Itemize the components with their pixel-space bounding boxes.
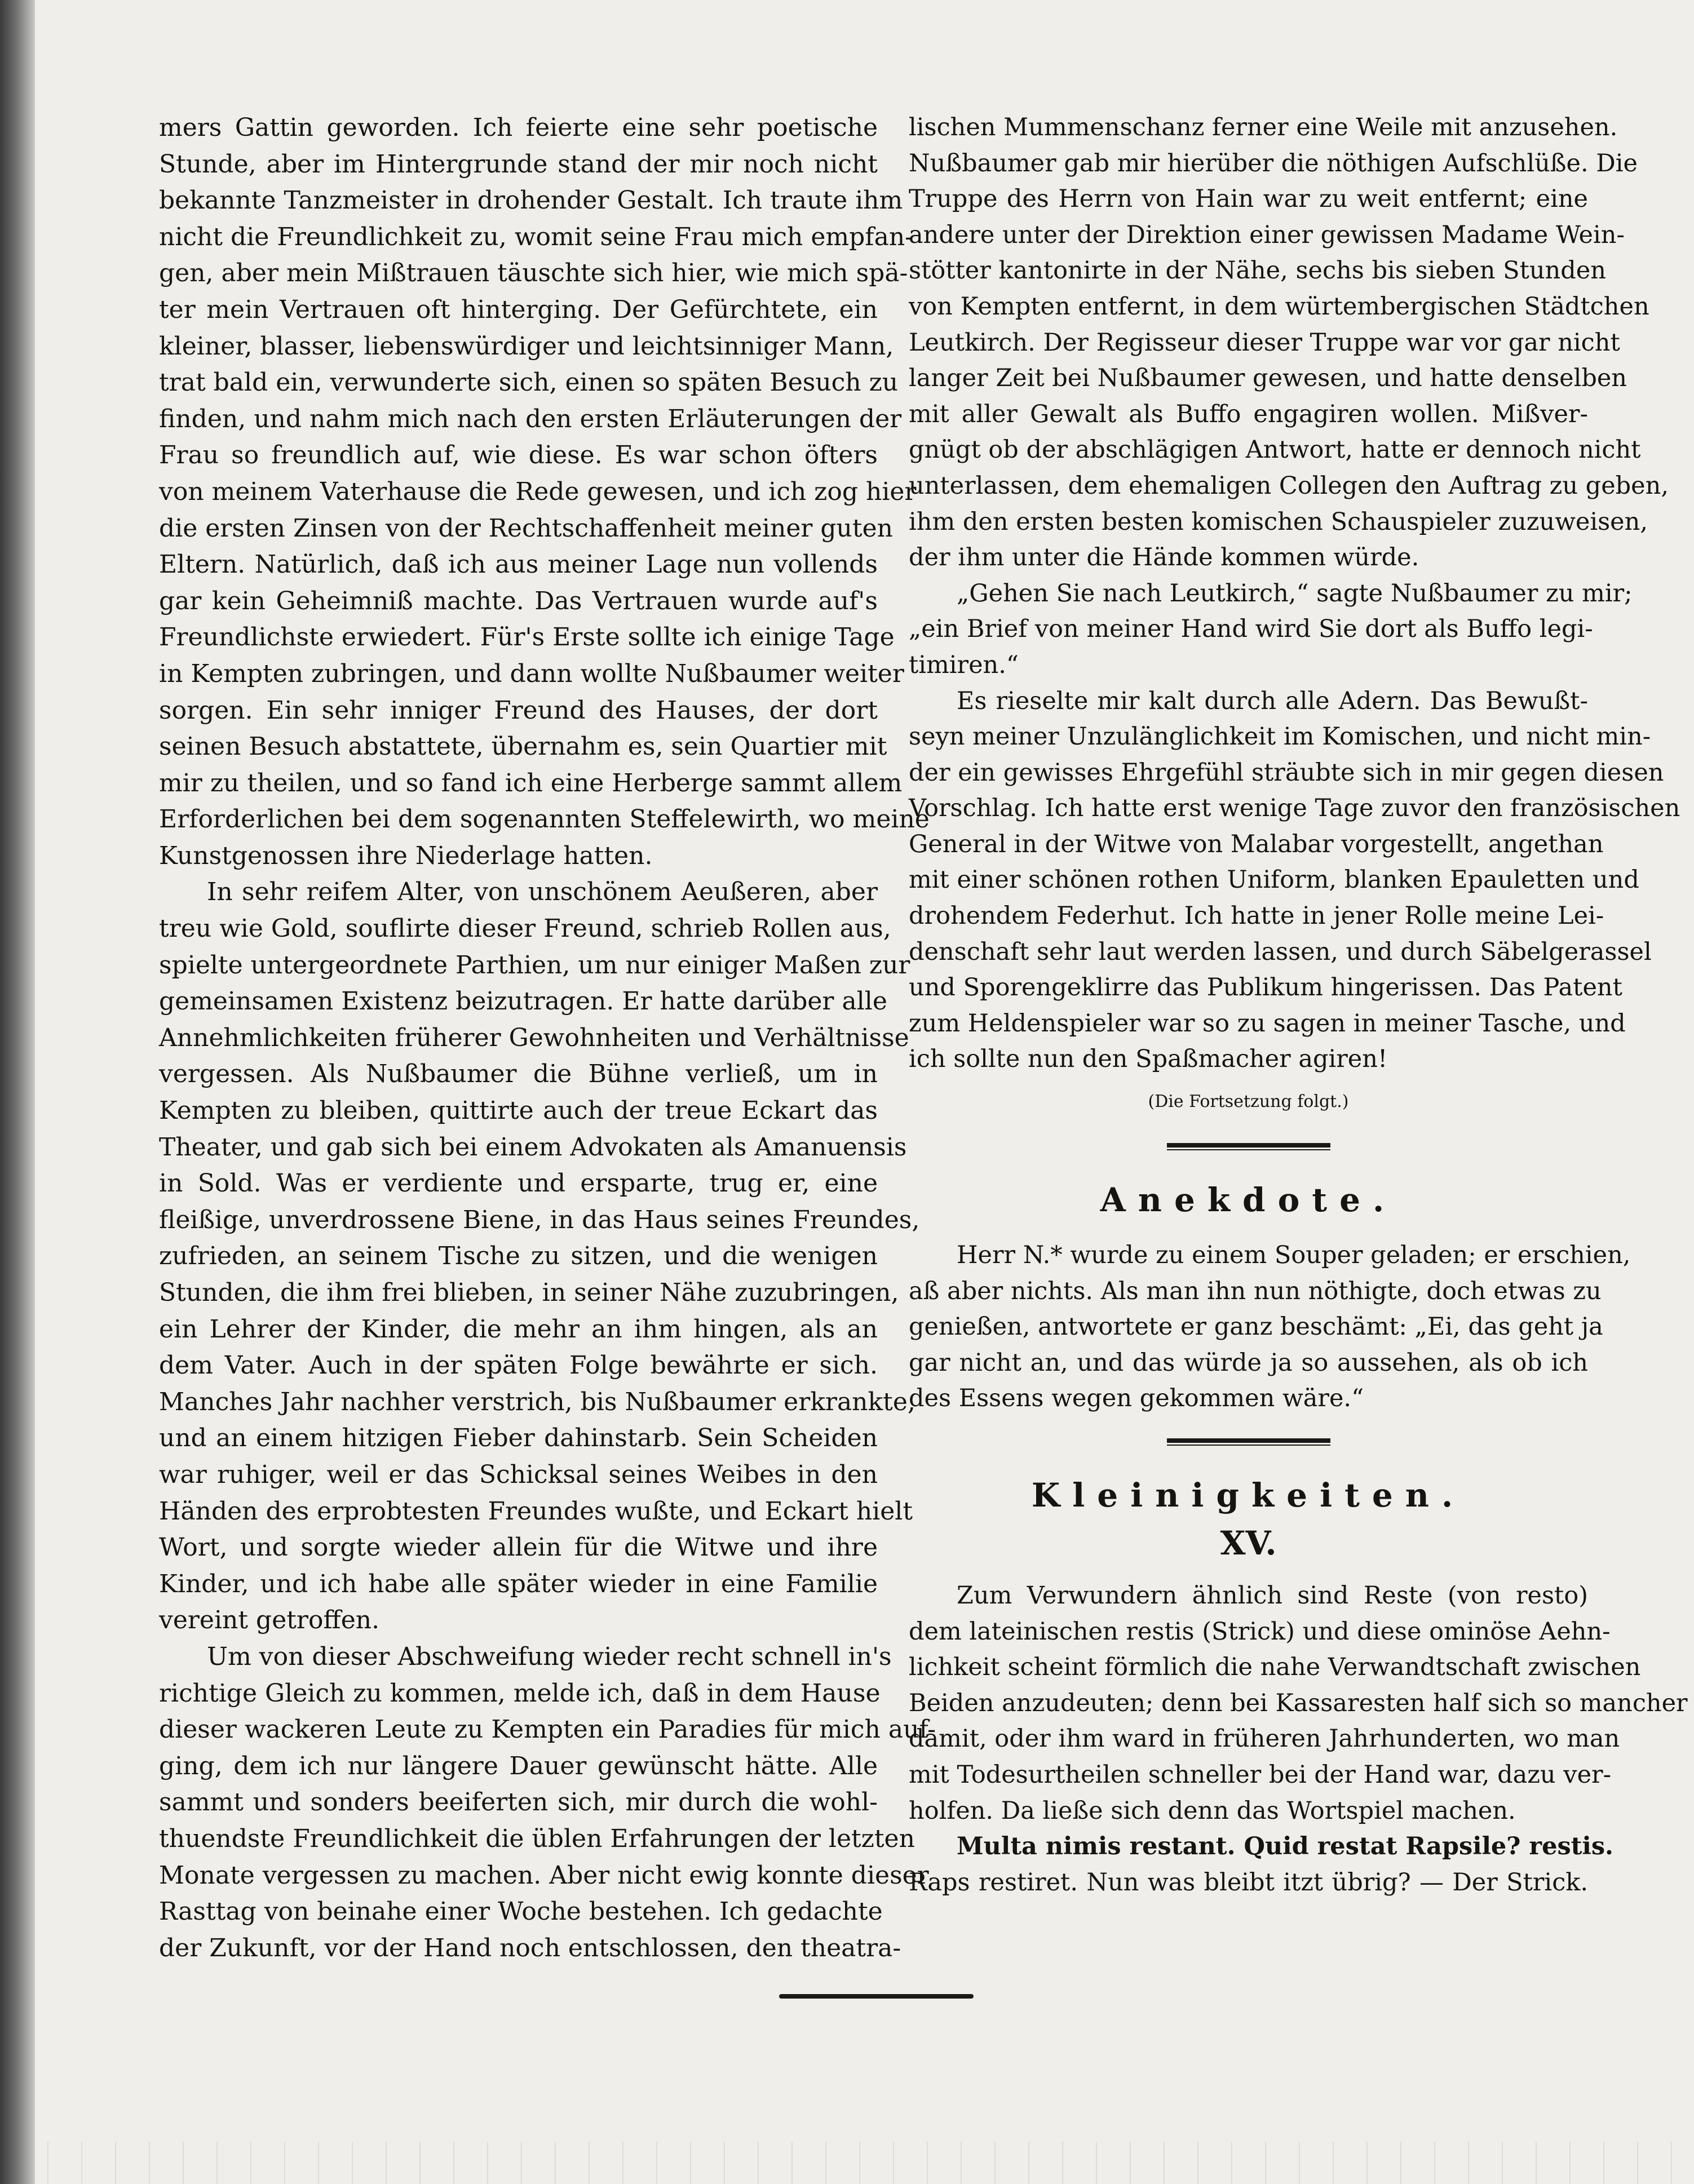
text-line: die ersten Zinsen von der Rechtschaffenheit meiner guten: [159, 513, 893, 543]
text-line: ihm den ersten besten komischen Schauspieler zuzuweisen,: [909, 507, 1648, 536]
text-line: mers Gattin geworden. Ich feierte eine sehr poetische: [159, 113, 878, 142]
text-line: denschaft sehr laut werden lassen, und durch Säbelgerassel: [909, 937, 1652, 966]
text-line: der ein gewisses Ehrgefühl sträubte sich in mir gegen diesen: [909, 758, 1664, 787]
newspaper-page: [35, 0, 1694, 2184]
text-line: Beiden anzudeuten; denn bei Kassaresten half sich so mancher: [909, 1689, 1688, 1717]
text-line: Leutkirch. Der Regisseur dieser Truppe war vor gar nicht: [909, 328, 1620, 357]
text-line: von meinem Vaterhause die Rede gewesen, und ich zog hier: [159, 477, 917, 506]
text-line: dieser wackeren Leute zu Kempten ein Paradies für mich auf-: [159, 1715, 936, 1744]
text-line: gnügt ob der abschlägigen Antwort, hatte er dennoch nicht: [909, 436, 1641, 464]
text-line: andere unter der Direktion einer gewissen Madame Wein-: [909, 220, 1625, 249]
text-line: kleiner, blasser, liebenswürdiger und leichtsinniger Mann,: [159, 331, 894, 361]
text-line: damit, oder ihm ward in früheren Jahrhunderten, wo man: [909, 1725, 1620, 1753]
text-line: Freundlichste erwiedert. Für's Erste sollte ich einige Tage: [159, 623, 895, 652]
text-line: und Sporengeklirre das Publikum hingerissen. Das Patent: [909, 973, 1622, 1002]
text-line: Zum Verwundern ähnlich sind Reste (von resto): [957, 1581, 1588, 1610]
text-line: langer Zeit bei Nußbaumer gewesen, und hatte denselben: [909, 364, 1627, 393]
text-line: Stunde, aber im Hintergrunde stand der mir noch nicht: [159, 149, 878, 179]
text-line: Händen des erprobtesten Freundes wußte, und Eckart hielt: [159, 1496, 913, 1526]
text-line: Raps restiret. Nun was bleibt itzt übrig? — Der Strick.: [909, 1868, 1588, 1897]
text-line: vereint getroffen.: [159, 1606, 380, 1635]
left-column: [159, 110, 936, 1966]
text-line: genießen, antwortete er ganz beschämt: „Ei, das geht ja: [909, 1313, 1603, 1341]
text-line: sammt und sonders beeiferten sich, mir durch die wohl-: [159, 1788, 878, 1817]
text-line: Um von dieser Abschweifung wieder recht schnell in's: [207, 1642, 892, 1671]
text-line: mir zu theilen, und so fand ich eine Herberge sammt allem: [159, 768, 903, 798]
section-divider: [1167, 1143, 1330, 1151]
text-line: ein Lehrer der Kinder, die mehr an ihm hingen, als an: [159, 1314, 878, 1344]
text-line: zum Heldenspieler war so zu sagen in meiner Tasche, und: [909, 1009, 1626, 1038]
end-divider: [779, 1994, 974, 1999]
text-line: ich sollte nun den Spaßmacher agiren!: [909, 1045, 1388, 1074]
continuation-note: (Die Fortsetzung folgt.): [1148, 1092, 1349, 1112]
text-line: gemeinsamen Existenz beizutragen. Er hatte darüber alle: [159, 987, 887, 1016]
section-divider: [1167, 1438, 1330, 1446]
text-line: Rasttag von beinahe einer Woche bestehen. Ich gedachte: [159, 1897, 883, 1926]
text-line: Truppe des Herrn von Hain war zu weit entfernt; eine: [909, 185, 1588, 214]
text-line: Stunden, die ihm frei blieben, in seiner Nähe zuzubringen,: [159, 1278, 899, 1307]
text-line: zufrieden, an seinem Tische zu sitzen, und die wenigen: [159, 1242, 878, 1271]
text-line: der ihm unter die Hände kommen würde.: [909, 543, 1419, 572]
text-line: Kinder, und ich habe alle später wieder in eine Familie: [159, 1569, 878, 1598]
text-line: finden, und nahm mich nach den ersten Erläuterungen der: [159, 404, 902, 433]
text-line: Monate vergessen zu machen. Aber nicht ewig konnte dieser: [159, 1860, 929, 1890]
text-line: in Sold. Was er verdiente und ersparte, trug er, eine: [159, 1169, 878, 1198]
text-line: treu wie Gold, souflirte dieser Freund, schrieb Rollen aus,: [159, 914, 891, 943]
text-line: gar kein Geheimniß machte. Das Vertrauen wurde auf's: [159, 586, 878, 615]
text-line: seinen Besuch abstattete, übernahm es, sein Quartier mit: [159, 732, 887, 761]
text-line: „Gehen Sie nach Leutkirch,“ sagte Nußbaumer zu mir;: [957, 579, 1633, 608]
text-line: unterlassen, dem ehemaligen Collegen den Auftrag zu geben,: [909, 471, 1669, 500]
text-line: stötter kantonirte in der Nähe, sechs bis sieben Stunden: [909, 256, 1606, 285]
text-line: von Kempten entfernt, in dem würtembergischen Städtchen: [909, 292, 1649, 321]
text-line: fleißige, unverdrossene Biene, in das Haus seines Freundes,: [159, 1205, 920, 1234]
text-line: ter mein Vertrauen oft hinterging. Der Gefürchtete, ein: [159, 295, 878, 324]
kleinigkeiten-number: XV.: [1220, 1524, 1277, 1562]
text-line: drohendem Federhut. Ich hatte in jener Rolle meine Lei-: [909, 902, 1604, 931]
text-line: Eltern. Natürlich, daß ich aus meiner Lage nun vollends: [159, 550, 878, 579]
text-line: timiren.“: [909, 650, 1019, 679]
text-line: seyn meiner Unzulänglichkeit im Komischen, und nicht min-: [909, 723, 1651, 751]
text-line: Manches Jahr nachher verstrich, bis Nußbaumer erkrankte,: [159, 1387, 915, 1416]
text-line: Annehmlichkeiten früherer Gewohnheiten und Verhältnisse: [159, 1023, 909, 1052]
text-line: ging, dem ich nur längere Dauer gewünscht hätte. Alle: [159, 1751, 878, 1780]
text-line: spielte untergeordnete Parthien, um nur einiger Maßen zur: [159, 950, 910, 980]
text-line: Kempten zu bleiben, quittirte auch der treue Eckart das: [159, 1096, 878, 1126]
text-line: nicht die Freundlichkeit zu, womit seine Frau mich empfan-: [159, 222, 914, 251]
text-line: Multa nimis restant. Quid restat Rapsile? restis.: [957, 1832, 1614, 1861]
text-line: Es rieselte mir kalt durch alle Adern. Das Bewußt-: [957, 686, 1588, 715]
text-line: mit Todesurtheilen schneller bei der Hand war, dazu ver-: [909, 1760, 1612, 1789]
right-column: [909, 110, 1688, 1901]
text-line: richtige Gleich zu kommen, melde ich, daß in dem Hause: [159, 1678, 881, 1708]
text-line: bekannte Tanzmeister in drohender Gestalt. Ich traute ihm: [159, 186, 903, 215]
book-binding-edge: [0, 0, 35, 2184]
text-line: General in der Witwe von Malabar vorgestellt, angethan: [909, 830, 1604, 858]
text-line: Herr N.* wurde zu einem Souper geladen; er erschien,: [957, 1241, 1631, 1270]
text-line: der Zukunft, vor der Hand noch entschlossen, den theatra-: [159, 1933, 901, 1963]
text-line: mit aller Gewalt als Buffo engagiren wollen. Mißver-: [909, 400, 1588, 428]
text-line: Wort, und sorgte wieder allein für die Witwe und ihre: [159, 1533, 878, 1562]
text-line: trat bald ein, verwunderte sich, einen so späten Besuch zu: [159, 368, 899, 397]
text-line: In sehr reifem Alter, von unschönem Aeußeren, aber: [207, 878, 878, 907]
text-line: lichkeit scheint förmlich die nahe Verwandtschaft zwischen: [909, 1653, 1641, 1682]
text-line: dem Vater. Auch in der späten Folge bewährte er sich.: [159, 1351, 878, 1380]
text-line: thuendste Freundlichkeit die üblen Erfahrungen der letzten: [159, 1824, 915, 1853]
text-line: Theater, und gab sich bei einem Advokaten als Amanuensis: [159, 1132, 907, 1162]
text-line: holfen. Da ließe sich denn das Wortspiel machen.: [909, 1796, 1516, 1825]
text-line: und an einem hitzigen Fieber dahinstarb. Sein Scheiden: [159, 1424, 878, 1453]
text-line: Erforderlichen bei dem sogenannten Steffelewirth, wo meine: [159, 805, 930, 834]
text-line: gen, aber mein Mißtrauen täuschte sich hier, wie mich spä-: [159, 259, 908, 288]
text-line: in Kempten zubringen, und dann wollte Nußbaumer weiter: [159, 659, 904, 688]
text-line: aß aber nichts. Als man ihn nun nöthigte, doch etwas zu: [909, 1277, 1602, 1305]
text-line: Kunstgenossen ihre Niederlage hatten.: [159, 841, 653, 870]
text-line: mit einer schönen rothen Uniform, blanken Epauletten und: [909, 866, 1639, 894]
anekdote-heading: Anekdote.: [1100, 1181, 1397, 1220]
text-line: dem lateinischen restis (Strick) und diese ominöse Aehn-: [909, 1617, 1611, 1646]
kleinigkeiten-heading: Kleinigkeiten.: [1031, 1476, 1466, 1514]
text-line: des Essens wegen gekommen wäre.“: [909, 1384, 1364, 1413]
text-line: war ruhiger, weil er das Schicksal seines Weibes in den: [159, 1460, 878, 1489]
text-line: Frau so freundlich auf, wie diese. Es war schon öfters: [159, 441, 878, 470]
text-line: „ein Brief von meiner Hand wird Sie dort als Buffo legi-: [909, 615, 1593, 644]
text-line: sorgen. Ein sehr inniger Freund des Hauses, der dort: [159, 695, 878, 725]
text-line: Nußbaumer gab mir hierüber die nöthigen Aufschlüße. Die: [909, 149, 1638, 178]
text-line: lischen Mummenschanz ferner eine Weile mit anzusehen.: [909, 113, 1618, 141]
text-line: gar nicht an, und das würde ja so aussehen, als ob ich: [909, 1348, 1588, 1377]
text-line: Vorschlag. Ich hatte erst wenige Tage zuvor den französischen: [909, 794, 1680, 823]
text-line: vergessen. Als Nußbaumer die Bühne verließ, um in: [159, 1060, 878, 1089]
